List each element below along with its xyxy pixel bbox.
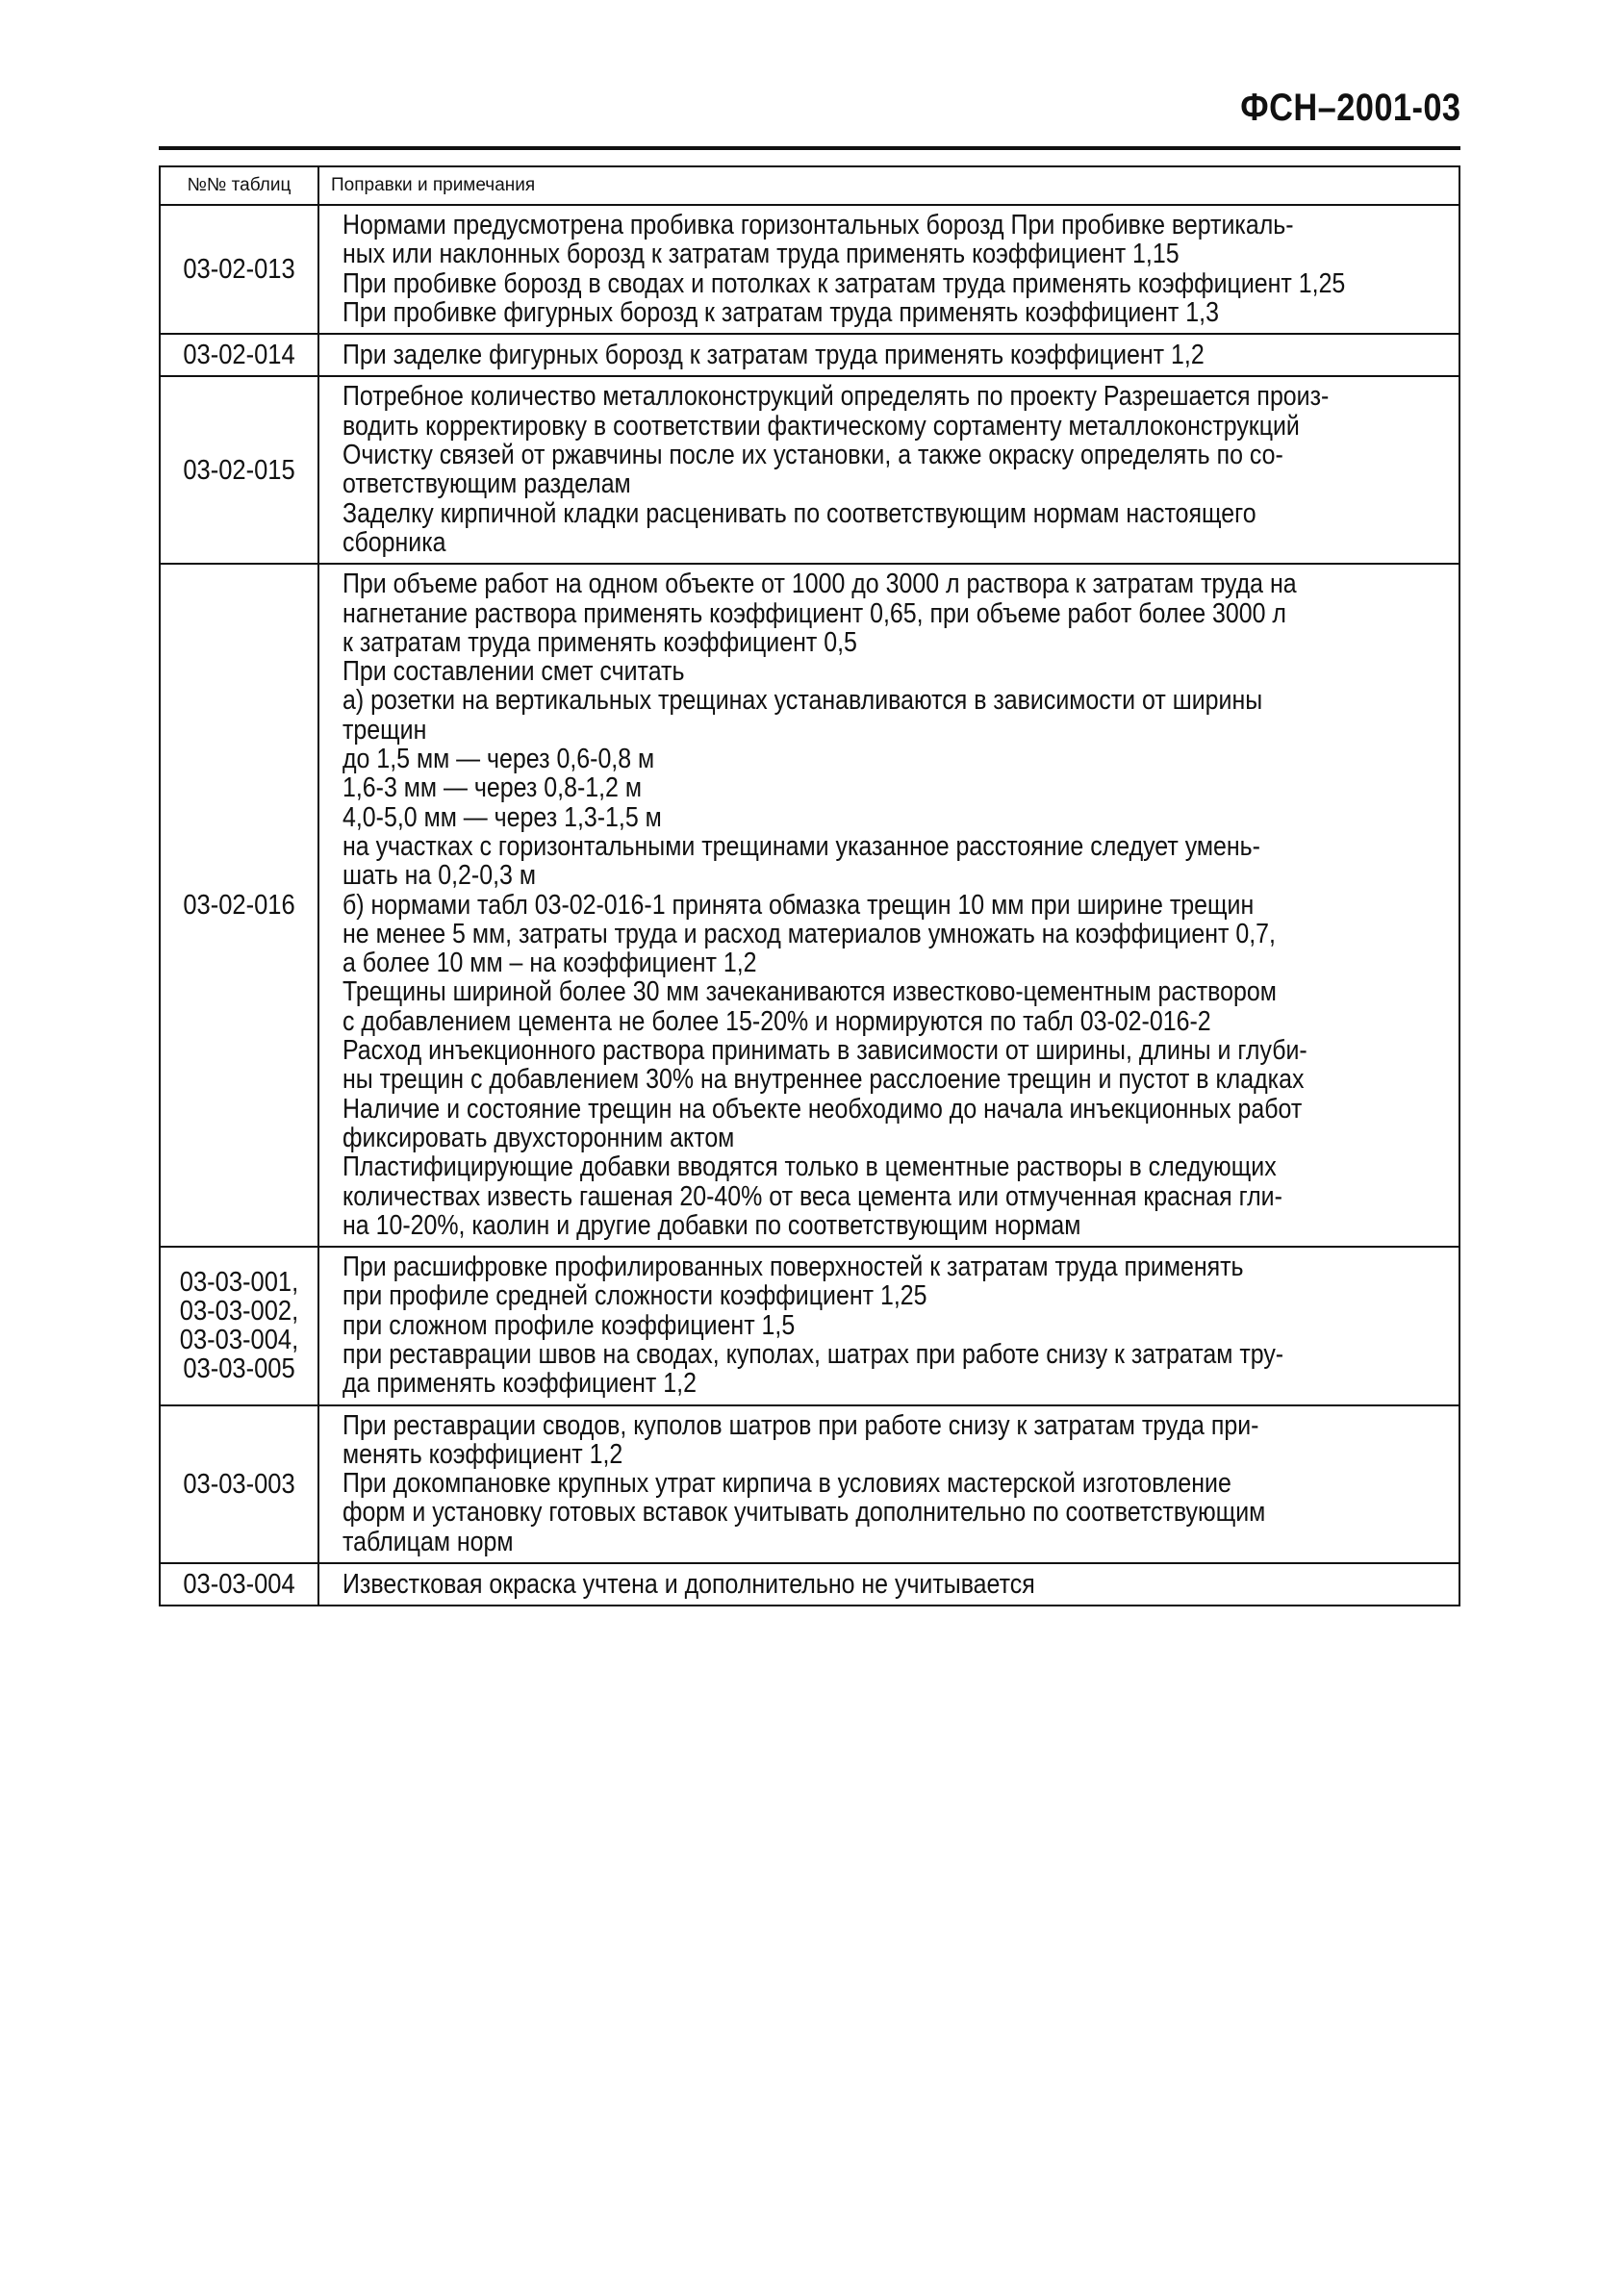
table-number: 03-03-001, — [179, 1267, 299, 1299]
note-line: фиксировать двухсторонним актом — [343, 1122, 735, 1153]
table-number: 03-02-015 — [183, 454, 295, 486]
note-line: При расшифровке профилированных поверхностей к затратам труда применять — [343, 1252, 1244, 1283]
page-header — [159, 77, 1460, 150]
note-line: на участках с горизонтальными трещинами указанное расстояние следует умень- — [343, 830, 1260, 862]
table-number: 03-02-014 — [183, 340, 295, 371]
table-number: 03-03-005 — [183, 1353, 295, 1385]
note-line: ны трещин с добавлением 30% на внутреннее расслоение трещин и пустот в кладках — [343, 1064, 1305, 1096]
table-number: 03-02-013 — [183, 254, 295, 286]
note-line: Заделку кирпичной кладки расценивать по соответствующим нормам настоящего — [343, 497, 1256, 529]
note-line: при реставрации швов на сводах, куполах, шатрах при работе снизу к затратам тру- — [343, 1338, 1284, 1370]
table-number-column-header: №№ таблиц — [160, 166, 318, 205]
note-line: При составлении смет считать — [343, 656, 685, 688]
table-row — [160, 564, 1459, 1247]
note-line: ных или наклонных борозд к затратам труда применять коэффициент 1,15 — [343, 239, 1180, 270]
table-body — [160, 205, 1459, 1606]
table-number-cell — [160, 1563, 318, 1606]
note-line: Очистку связей от ржавчины после их установки, а также окраску определять по со- — [343, 440, 1283, 471]
note-line: Наличие и состояние трещин на объекте необходимо до начала инъекционных работ — [343, 1093, 1303, 1125]
notes-cell — [318, 564, 1459, 1247]
note-line: а) розетки на вертикальных трещинах устанавливаются в зависимости от ширины — [343, 685, 1263, 717]
document-code: ФСН–2001-03 — [1239, 87, 1460, 129]
note-line: При пробивке фигурных борозд к затратам труда применять коэффициент 1,3 — [343, 296, 1219, 328]
note-line: Известковая окраска учтена и дополнительно не учитывается — [343, 1569, 1035, 1601]
note-line: При заделке фигурных борозд к затратам труда применять коэффициент 1,2 — [343, 340, 1205, 371]
table-number: 03-03-003 — [183, 1468, 295, 1500]
notes-cell — [318, 1247, 1459, 1404]
note-line: трещин — [343, 714, 427, 746]
note-line: с добавлением цемента не более 15-20% и нормируются по табл 03-02-016-2 — [343, 1005, 1211, 1037]
notes-cell — [318, 376, 1459, 564]
table-row — [160, 376, 1459, 564]
note-line: сборника — [343, 526, 446, 558]
table-row — [160, 1247, 1459, 1404]
note-line: 1,6-3 мм — через 0,8-1,2 м — [343, 772, 643, 804]
notes-cell — [318, 1405, 1459, 1563]
notes-cell — [318, 1563, 1459, 1606]
table-number-cell — [160, 1247, 318, 1404]
note-line: При пробивке борозд в сводах и потолках к затратам труда применять коэффициент 1,25 — [343, 267, 1346, 299]
notes-cell — [318, 334, 1459, 376]
table-number: 03-03-004, — [179, 1325, 299, 1356]
note-line: Расход инъекционного раствора принимать в зависимости от ширины, длины и глуби- — [343, 1035, 1307, 1067]
note-line: водить корректировку в соответствии фактическому сортаменту металлоконструкций — [343, 410, 1300, 442]
note-line: ответствующим разделам — [343, 468, 631, 500]
corrections-table — [159, 165, 1460, 1606]
note-line: таблицам норм — [343, 1526, 514, 1557]
table-row — [160, 205, 1459, 334]
note-line: до 1,5 мм — через 0,6-0,8 м — [343, 744, 655, 775]
notes-column-header: Поправки и примечания — [318, 166, 1459, 205]
note-line: при сложном профиле коэффициент 1,5 — [343, 1309, 796, 1341]
table-number: 03-03-004 — [183, 1569, 295, 1601]
note-line: к затратам труда применять коэффициент 0,5 — [343, 626, 857, 658]
header-rule — [159, 146, 1460, 150]
note-line: Трещины шириной более 30 мм зачеканиваются известково-цементным раствором — [343, 976, 1277, 1008]
note-line: шать на 0,2-0,3 м — [343, 860, 536, 892]
note-line: а более 10 мм – на коэффициент 1,2 — [343, 948, 757, 979]
table-number: 03-03-002, — [179, 1296, 299, 1328]
note-line: При реставрации сводов, куполов шатров при работе снизу к затратам труда при- — [343, 1409, 1259, 1441]
note-line: менять коэффициент 1,2 — [343, 1438, 623, 1470]
table-number-cell — [160, 1405, 318, 1563]
table-number-cell — [160, 376, 318, 564]
note-line: При докомпановке крупных утрат кирпича в условиях мастерской изготовление — [343, 1468, 1231, 1500]
note-line: не менее 5 мм, затраты труда и расход материалов умножать на коэффициент 0,7, — [343, 918, 1276, 949]
note-line: нагнетание раствора применять коэффициент 0,65, при объеме работ более 3000 л — [343, 597, 1286, 629]
note-line: При объеме работ на одном объекте от 1000 до 3000 л раствора к затратам труда на — [343, 569, 1297, 600]
note-line: при профиле средней сложности коэффициент 1,25 — [343, 1280, 927, 1312]
note-line: б) нормами табл 03-02-016-1 принята обмазка трещин 10 мм при ширине трещин — [343, 889, 1255, 921]
table-row — [160, 1405, 1459, 1563]
note-line: Нормами предусмотрена пробивка горизонтальных борозд При пробивке вертикаль- — [343, 210, 1294, 240]
note-line: на 10-20%, каолин и другие добавки по соответствующим нормам — [343, 1209, 1081, 1241]
note-line: форм и установку готовых вставок учитывать дополнительно по соответствующим — [343, 1497, 1266, 1529]
table-number-cell — [160, 205, 318, 334]
table-number: 03-02-016 — [183, 890, 295, 922]
table-row — [160, 334, 1459, 376]
table-row — [160, 1563, 1459, 1606]
note-line: Пластифицирующие добавки вводятся только в цементные растворы в следующих — [343, 1151, 1277, 1183]
table-header-row — [160, 166, 1459, 205]
note-line: количествах известь гашеная 20-40% от веса цемента или отмученная красная гли- — [343, 1180, 1282, 1212]
note-line: Потребное количество металлоконструкций определять по проекту Разрешается произ- — [343, 381, 1330, 413]
note-line: да применять коэффициент 1,2 — [343, 1368, 697, 1400]
table-number-cell — [160, 564, 318, 1247]
note-line: 4,0-5,0 мм — через 1,3-1,5 м — [343, 801, 662, 833]
table-number-cell — [160, 334, 318, 376]
notes-cell — [318, 205, 1459, 334]
